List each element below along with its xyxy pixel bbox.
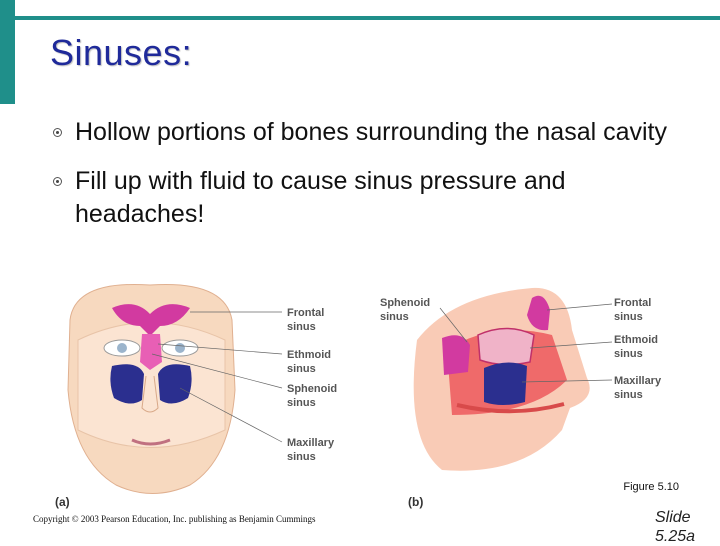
label-ethmoid-sinus: Ethmoid sinus xyxy=(614,334,658,360)
label-sphenoid-sinus: Sphenoid sinus xyxy=(380,297,431,323)
bullet-text: Fill up with fluid to cause sinus pressure and headaches! xyxy=(75,167,566,228)
lateral-view-illustration xyxy=(372,280,712,480)
bullet-item xyxy=(48,165,668,231)
label-sphenoid-sinus: Sphenoid sinus xyxy=(287,383,338,409)
iris-right xyxy=(175,343,185,353)
slide-title: Sinuses: xyxy=(50,32,193,73)
bullet-text: Hollow portions of bones surrounding the nasal cavity xyxy=(75,118,668,146)
iris-left xyxy=(117,343,127,353)
bullet-icon xyxy=(53,128,62,137)
maxillary-sinus-right xyxy=(158,364,192,403)
maxillary-sinus-left xyxy=(110,364,144,403)
bullet-item xyxy=(48,116,668,149)
bullet-icon xyxy=(53,177,62,186)
bullet-list xyxy=(48,116,668,247)
label-maxillary-sinus: Maxillary sinus xyxy=(287,437,335,463)
panel-b-label: (b) xyxy=(408,495,424,509)
label-ethmoid-sinus: Ethmoid sinus xyxy=(287,349,331,375)
label-frontal-sinus: Frontal sinus xyxy=(287,307,325,333)
top-accent-bar xyxy=(0,16,720,20)
label-maxillary-sinus: Maxillary sinus xyxy=(614,375,662,401)
left-accent-bar xyxy=(0,0,15,104)
slide-number: Slide 5.25a xyxy=(655,509,696,545)
panel-a-label: (a) xyxy=(55,495,70,509)
copyright-text: Copyright © 2003 Pearson Education, Inc. publishing as Benjamin Cummings xyxy=(33,514,316,524)
ethmoid-sinus-shape xyxy=(478,329,534,365)
frontal-view-illustration xyxy=(50,280,350,495)
maxillary-sinus-shape xyxy=(484,362,527,405)
sphenoid-sinus-shape xyxy=(442,335,470,375)
label-frontal-sinus: Frontal sinus xyxy=(614,297,652,323)
figure-caption: Figure 5.10 xyxy=(623,481,679,493)
